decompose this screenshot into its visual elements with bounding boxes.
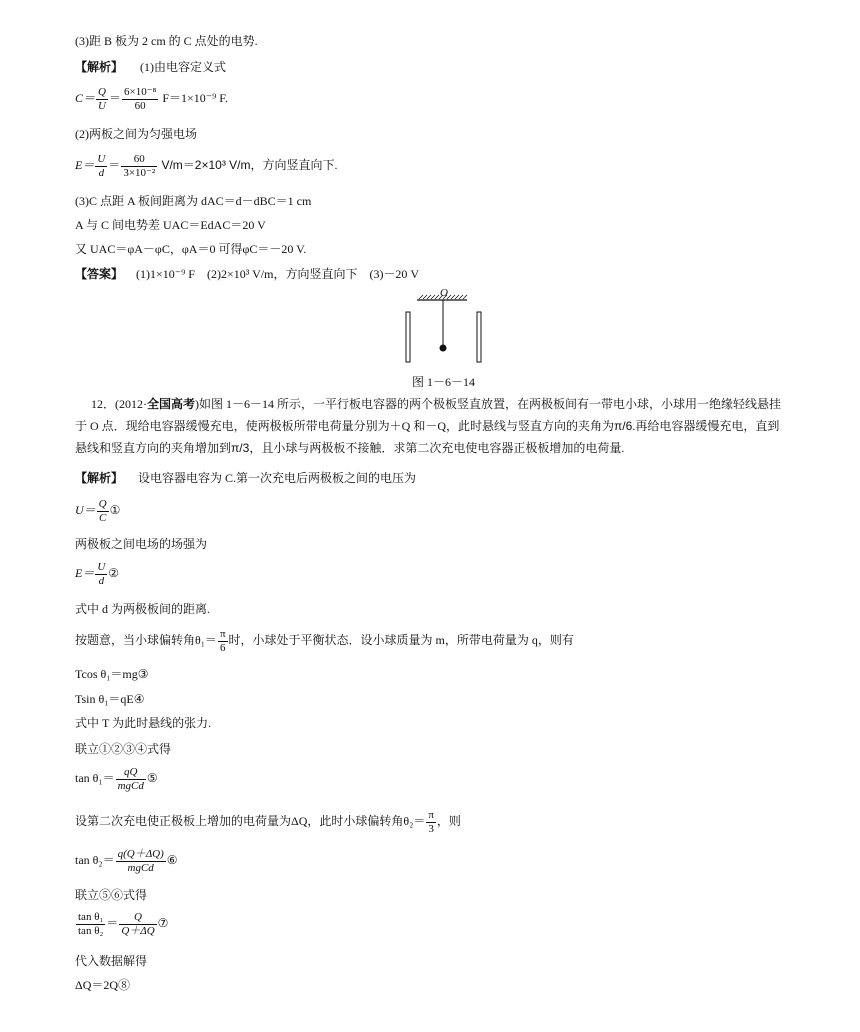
equals: ＝	[108, 158, 121, 172]
eq-number: ②	[108, 566, 120, 580]
eq-number: ①	[109, 503, 121, 517]
eq-number: ⑥	[166, 853, 178, 867]
equation-6	[75, 846, 178, 875]
second-text-a: 设第二次充电使正极板上增加的电荷量为ΔQ，此时小球偏转角θ₂＝	[75, 814, 426, 828]
fraction-q-over-c	[97, 498, 109, 525]
figure-capacitor-pendulum	[395, 286, 495, 372]
analysis-tag: 【解析】	[75, 471, 124, 485]
analysis-tag: 【解析】	[75, 60, 124, 74]
eq-lhs: tan θ₂＝	[75, 853, 115, 867]
fraction-values	[122, 86, 158, 113]
q12-body-3: ，且小球与两极板不接触．求第二次充电使电容器正极板增加的电荷量.	[249, 441, 625, 455]
fraction-q-sum-over-mgcd	[116, 848, 166, 875]
denominator: 6	[219, 641, 226, 654]
equation-4: Tsin θ₁＝qE④	[75, 692, 145, 706]
equals: ＝	[108, 91, 121, 105]
fraction-pi-over-3	[426, 809, 436, 836]
condition-text-a: 按题意，当小球偏转角θ₁＝	[75, 633, 217, 647]
field-equation	[75, 151, 338, 180]
eq-lhs: E＝	[75, 566, 95, 580]
eq-lhs: U＝	[75, 503, 96, 517]
equation-5	[75, 764, 158, 793]
second-text-b: ，则	[436, 814, 461, 828]
fraction-qq-over-mgcd	[116, 766, 146, 793]
tension-text: 式中 T 为此时悬线的张力.	[75, 716, 212, 730]
numerator: π	[219, 627, 226, 640]
step1-intro: (1)由电容定义式	[140, 60, 227, 74]
answer-line	[75, 266, 419, 282]
distance-text: 式中 d 为两极板间的距离.	[75, 602, 211, 616]
denominator: 60	[134, 99, 146, 112]
fraction-q-over-u	[96, 86, 108, 113]
equals: ＝	[106, 916, 119, 930]
denominator: mgCd	[117, 779, 144, 792]
analysis-heading-2	[75, 470, 416, 486]
eq-unit: V/m＝2×10³ V/m	[158, 158, 251, 172]
fraction-tan-ratio	[76, 911, 105, 938]
step3-line3: 又 UAC＝φA－φC，φA＝0 可得φC＝－20 V.	[75, 242, 307, 256]
figure-point-label: O	[440, 287, 448, 299]
q12-angle2: π/3	[231, 441, 250, 455]
numerator: 60	[121, 153, 157, 167]
denominator: d	[98, 574, 105, 587]
denominator: U	[98, 99, 106, 112]
condition-text-b: 时，小球处于平衡状态．设小球质量为 m，所带电荷量为 q，则有	[228, 633, 574, 647]
step2-intro: (2)两板之间为匀强电场	[75, 127, 197, 141]
numerator: Q	[119, 911, 156, 925]
eq-number: ⑦	[157, 916, 169, 930]
denominator: tan θ₂	[78, 924, 104, 937]
eq-result: ，方向竖直向下.	[250, 158, 338, 172]
q12-body: )如图 1－6－14 所示，一平行板电容器的两个极板竖直放置，在两极板间有一带电小球，小球用一绝缘轻线悬挂于 O 点．现给电容器缓慢充电，使两极板所带电荷量分别为＋Q 和－Q，此时悬线与竖直方向的夹角为	[75, 397, 782, 433]
equation-7	[75, 909, 168, 938]
answer-tag: 【答案】	[75, 267, 124, 281]
q12-angle1: π/6	[614, 419, 633, 433]
q12-source: 全国高考	[147, 397, 196, 411]
analysis-heading-1	[75, 59, 226, 75]
fraction-values	[121, 153, 157, 180]
numerator: U	[97, 560, 106, 573]
combine-text-2: 联立⑤⑥式得	[75, 888, 148, 902]
numerator: Q	[98, 85, 106, 98]
eq-result: F＝1×10⁻⁹ F.	[159, 91, 229, 105]
denominator: mgCd	[127, 861, 154, 874]
step3-line2: A 与 C 间电势差 UAC＝EdAC＝20 V	[75, 218, 266, 232]
figure-caption: 图 1－6－14	[412, 375, 476, 389]
numerator: qQ	[116, 766, 146, 780]
equation-3: Tcos θ₁＝mg③	[75, 667, 149, 681]
eq-lhs: C＝	[75, 91, 96, 105]
capacitance-equation	[75, 84, 228, 113]
fraction-q-over-q-sum	[119, 911, 156, 938]
numerator: q(Q＋ΔQ)	[117, 847, 164, 860]
eq-number: ⑤	[146, 771, 158, 785]
numerator: π	[428, 808, 434, 821]
eq-lhs: tan θ₁＝	[75, 771, 115, 785]
q12-number: 12．(2012·	[91, 397, 147, 411]
numerator: 6×10⁻⁸	[123, 85, 157, 98]
question-part3: (3)距 B 板为 2 cm 的 C 点处的电势.	[75, 34, 258, 48]
second-charge-line	[75, 807, 461, 836]
denominator: 3	[428, 822, 434, 835]
denominator: Q＋ΔQ	[121, 924, 155, 937]
numerator: Q	[98, 497, 107, 510]
equation-8: ΔQ＝2Q⑧	[75, 978, 131, 992]
denominator: d	[98, 166, 105, 179]
denominator: 3×10⁻²	[123, 166, 156, 179]
fraction-u-over-d	[95, 561, 107, 588]
step3-line1: (3)C 点距 A 板间距离为 dAC＝d－dBC＝1 cm	[75, 194, 312, 208]
question-12	[75, 393, 787, 459]
equation-1	[75, 496, 120, 525]
fraction-pi-over-6	[218, 628, 228, 655]
eq-lhs: E＝	[75, 158, 95, 172]
fraction-u-over-d	[95, 153, 107, 180]
answer-text: (1)1×10⁻⁹ F (2)2×10³ V/m，方向竖直向下 (3)－20 V	[136, 267, 420, 281]
denominator: C	[98, 511, 107, 524]
numerator: tan θ₁	[78, 910, 104, 923]
equation-2	[75, 559, 119, 588]
substitute-text: 代入数据解得	[75, 954, 148, 968]
numerator: U	[97, 152, 106, 165]
condition-line	[75, 626, 574, 655]
field-text: 两极板之间电场的场强为	[75, 537, 208, 551]
analysis-intro: 设电容器电容为 C.第一次充电后两极板之间的电压为	[138, 471, 417, 485]
combine-text-1: 联立①②③④式得	[75, 742, 172, 756]
q12-body-2: .再给电容器缓慢充电，直到悬线和竖直方向的夹角增加到	[75, 419, 780, 455]
